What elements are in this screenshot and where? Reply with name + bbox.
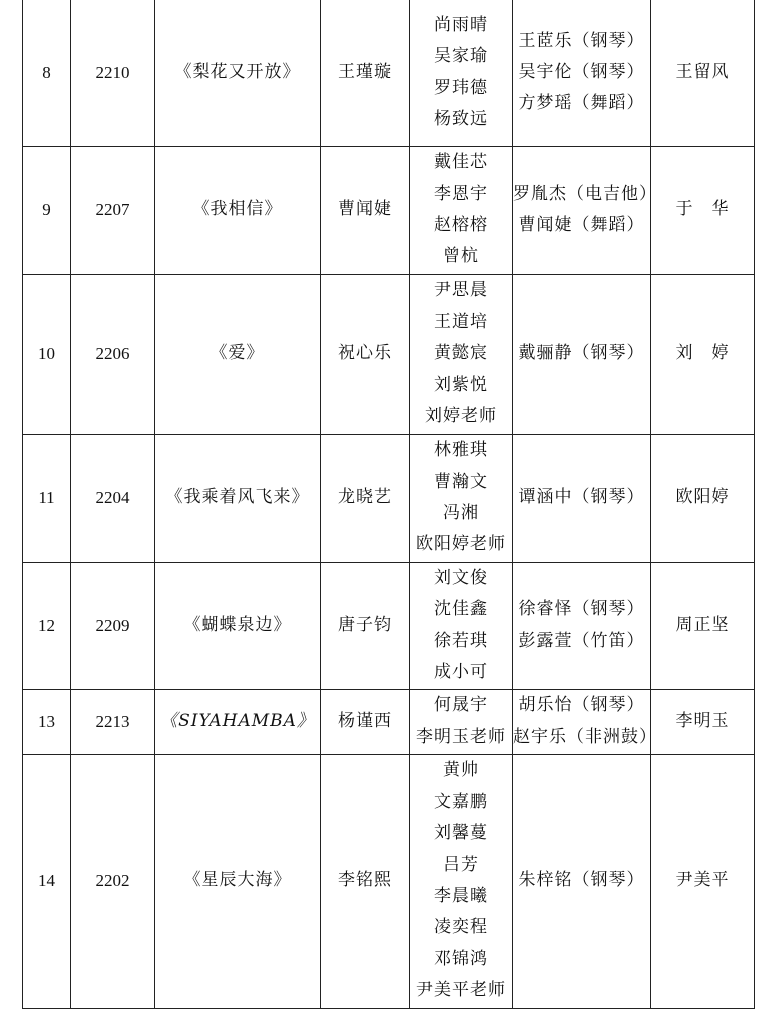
table-row [23,146,755,274]
instructor: 刘 婷 [651,274,755,434]
entry-code: 2209 [71,562,155,689]
program-title: 《我相信》 [155,146,321,274]
member-name: 王道培 [434,311,488,332]
program-title: 《星辰大海》 [155,754,321,1008]
members-list [410,754,513,1008]
row-number: 13 [23,689,71,754]
accompanist: 徐睿怿（钢琴） [518,599,645,620]
member-name: 罗玮德 [434,77,488,98]
member-name: 李恩宇 [434,183,488,204]
member-name: 凌奕程 [434,917,488,938]
program-table-container [22,0,755,1009]
lead-performer: 杨谨西 [321,689,410,754]
member-name: 欧阳婷老师 [416,534,506,555]
lead-performer: 李铭熙 [321,754,410,1008]
program-table [22,0,755,1009]
row-number: 14 [23,754,71,1008]
accompanist: 赵宇乐（非洲鼓） [513,726,657,747]
accompaniment-list [513,0,651,146]
member-name: 赵榕榕 [434,215,488,235]
accompaniment-list [513,274,651,434]
table-row [23,274,755,434]
lead-performer: 唐子钧 [321,562,410,689]
accompanist: 彭露萱（竹笛） [518,630,645,651]
member-name: 尹美平老师 [416,980,506,1001]
lead-performer: 曹闻婕 [321,146,410,274]
entry-code: 2206 [71,274,155,434]
member-name: 刘紫悦 [434,374,488,395]
row-number: 8 [23,0,71,146]
accompanist: 谭涵中（钢琴） [518,487,645,508]
entry-code: 2202 [71,754,155,1008]
row-number: 11 [23,434,71,562]
row-number: 9 [23,146,71,274]
table-row [23,689,755,754]
entry-code: 2204 [71,434,155,562]
program-title: 《梨花又开放》 [155,0,321,146]
member-name: 林雅琪 [434,440,488,461]
member-name: 尚雨晴 [434,14,488,35]
member-name: 吴家瑜 [434,46,488,67]
instructor: 欧阳婷 [651,434,755,562]
lead-performer: 王瑾璇 [321,0,410,146]
member-name: 李晨曦 [434,886,488,906]
program-title: 《我乘着风飞来》 [155,434,321,562]
accompaniment-list [513,754,651,1008]
members-list [410,0,513,146]
accompanist: 胡乐怡（钢琴） [518,695,645,716]
accompanist: 吴宇伦（钢琴） [518,62,645,83]
member-name: 刘婷老师 [425,406,497,427]
member-name: 曹瀚文 [434,471,488,492]
accompanist: 王茝乐（钢琴） [518,30,645,51]
table-row [23,434,755,562]
instructor: 李明玉 [651,689,755,754]
instructor: 尹美平 [651,754,755,1008]
accompaniment-list [513,689,657,754]
accompanist: 曹闻婕（舞蹈） [518,215,645,235]
member-name: 刘文俊 [434,567,488,588]
member-name: 文嘉鹏 [434,791,488,812]
member-name: 刘馨蔓 [434,823,488,844]
entry-code: 2207 [71,146,155,274]
member-name: 曾杭 [443,246,479,267]
program-table-body [23,0,755,1008]
program-title: 《爱》 [155,274,321,434]
member-name: 戴佳芯 [434,152,488,173]
accompaniment-list [513,434,651,562]
instructor: 于 华 [651,146,755,274]
member-name: 成小可 [434,661,488,682]
accompanist: 方梦瑶（舞蹈） [518,93,645,114]
accompaniment-list [513,562,651,689]
member-name: 冯湘 [443,503,479,523]
member-name: 何晟宇 [434,695,488,716]
accompanist: 朱梓铭（钢琴） [518,870,645,891]
entry-code: 2213 [71,689,155,754]
member-name: 吕芳 [443,854,479,875]
entry-code: 2210 [71,0,155,146]
members-list [410,562,513,689]
accompanist: 戴骊静（钢琴） [518,343,645,364]
member-name: 杨致远 [434,109,488,130]
member-name: 徐若琪 [434,630,488,651]
table-row [23,562,755,689]
member-name: 尹思晨 [434,280,488,301]
table-row [23,754,755,1008]
member-name: 沈佳鑫 [434,599,488,620]
member-name: 邓锦鸿 [434,948,488,969]
instructor: 周正坚 [651,562,755,689]
lead-performer: 龙晓艺 [321,434,410,562]
lead-performer: 祝心乐 [321,274,410,434]
accompanist: 罗胤杰（电吉他） [513,183,657,204]
member-name: 李明玉老师 [416,726,506,747]
table-row [23,0,755,146]
members-list [410,274,513,434]
member-name: 黄懿宸 [434,343,488,364]
instructor: 王留风 [651,0,755,146]
members-list [410,146,513,274]
row-number: 10 [23,274,71,434]
program-title: 《SIYAHAMBA》 [155,689,321,754]
row-number: 12 [23,562,71,689]
program-title: 《蝴蝶泉边》 [155,562,321,689]
accompaniment-list [513,146,657,274]
member-name: 黄帅 [443,760,479,781]
members-list [410,434,513,562]
members-list [410,689,513,754]
